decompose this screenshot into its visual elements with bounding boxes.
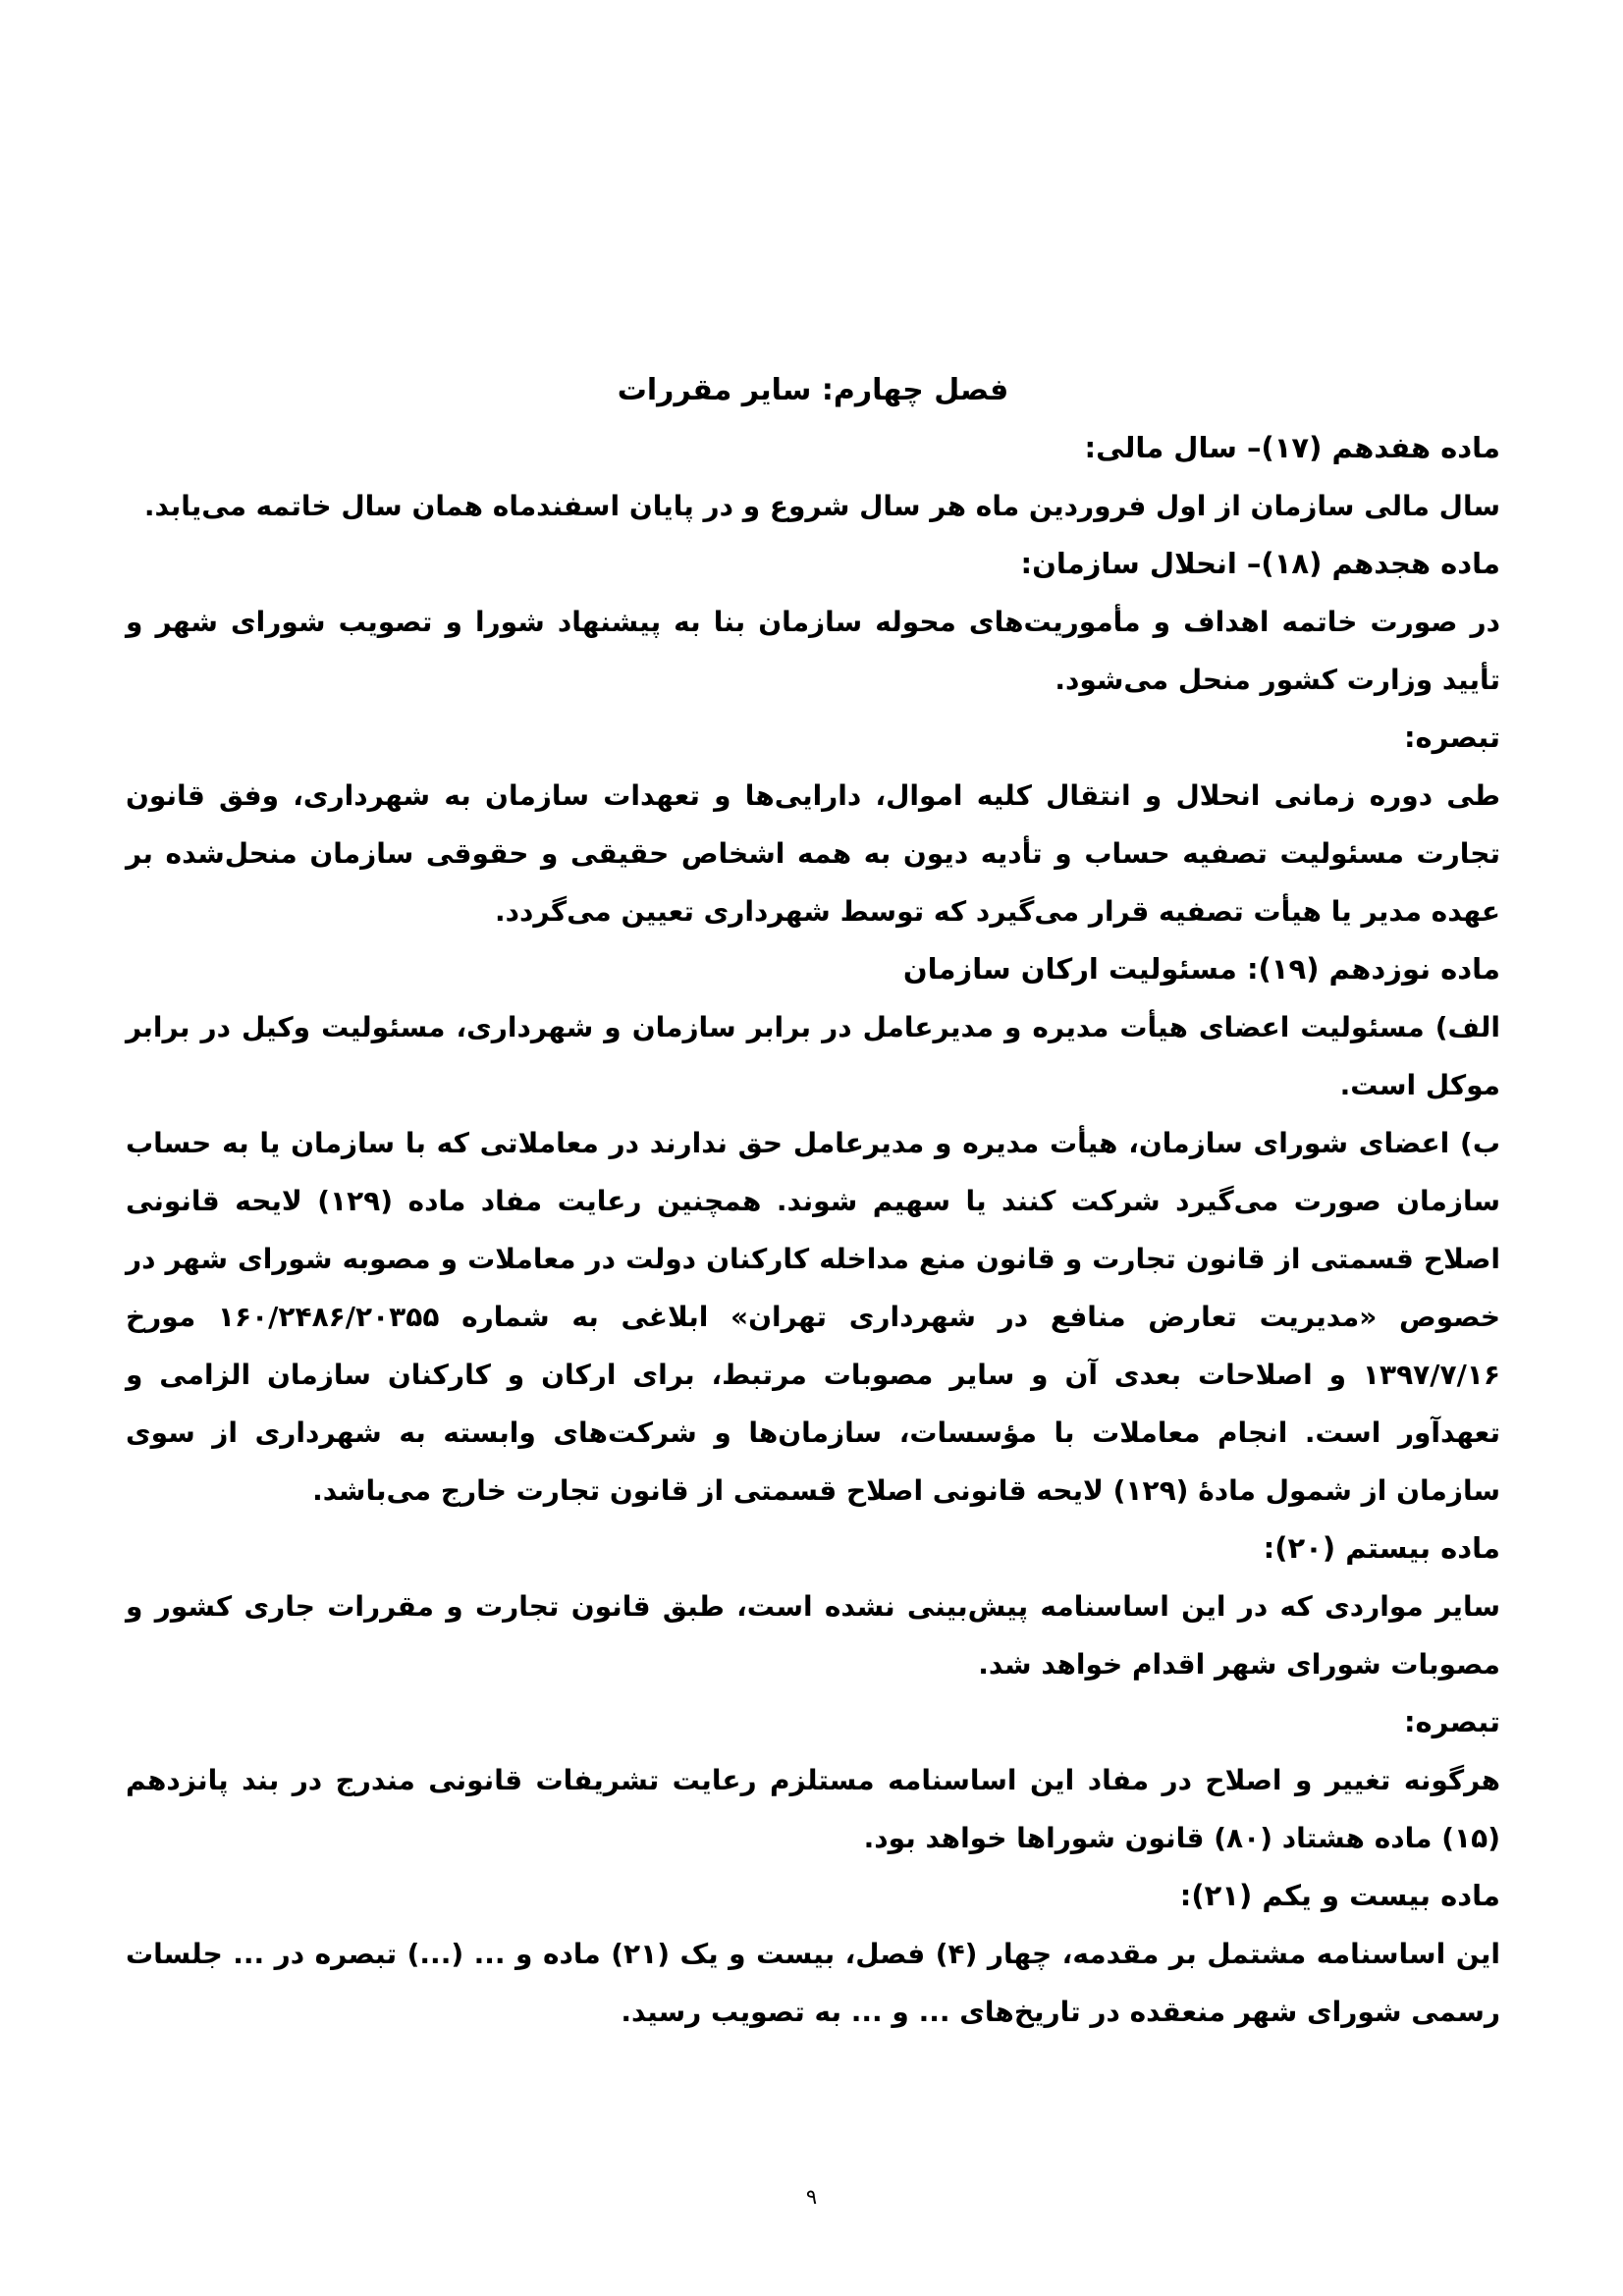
paragraph: سال مالی سازمان از اول فروردین ماه هر سال شروع و در پایان اسفندماه همان سال خاتمه می‌یابد. (143, 490, 1500, 522)
article-20-heading: ماده بیستم (۲۰): (1263, 1531, 1500, 1565)
chapter-title: فصل چهارم: سایر مقررات (617, 373, 1009, 407)
article-18-heading: ماده هجدهم (۱۸)– انحلال سازمان: (1020, 547, 1500, 580)
article-21-heading: ماده بیست و یکم (۲۱): (1179, 1879, 1500, 1912)
article-20-section (126, 1520, 1500, 1693)
note-2-heading: تبصره: (1403, 1705, 1500, 1738)
article-17-heading: ماده هفدهم (۱۷)– سال مالی: (1084, 431, 1500, 464)
note-1-section (126, 709, 1500, 940)
page-number: ۹ (805, 2185, 818, 2209)
article-19-section (126, 940, 1500, 1520)
document-body (126, 361, 1500, 2041)
paragraph: الف) مسئولیت اعضای هیأت مدیره و مدیرعامل در برابر سازمان و شهرداری، مسئولیت وکیل در برابر موکل است. (126, 1011, 1500, 1101)
paragraph: سایر مواردی که در این اساسنامه پیش‌بینی نشده است، طبق قانون تجارت و مقررات جاری کشور و مصوبات شورای شهر اقدام خواهد شد. (126, 1590, 1500, 1681)
paragraph: طی دوره زمانی انحلال و انتقال کلیه اموال، دارایی‌ها و تعهدات سازمان به شهرداری، وفق قانون تجارت مسئولیت تصفیه حساب و تأدیه دیون به همه اشخاص حقیقی و حقوقی سازمان منحل‌شده بر عهده مدیر یا هیأت تصفیه قرار می‌گیرد که توسط شهرداری تعیین می‌گردد. (126, 779, 1500, 928)
note-2-section (126, 1693, 1500, 1867)
article-17-section (126, 419, 1500, 535)
article-21-section (126, 1867, 1500, 2041)
article-19-heading: ماده نوزدهم (۱۹): مسئولیت ارکان سازمان (902, 952, 1500, 986)
paragraph: هرگونه تغییر و اصلاح در مفاد این اساسنامه مستلزم رعایت تشریفات قانونی مندرج در بند پانزدهم (۱۵) ماده هشتاد (۸۰) قانون شوراها خواهد بود. (126, 1764, 1500, 1854)
article-18-section (126, 535, 1500, 709)
paragraph: در صورت خاتمه اهداف و مأموریت‌های محوله سازمان بنا به پیشنهاد شورا و تصویب شورای شهر و تأیید وزارت کشور منحل می‌شود. (126, 606, 1500, 696)
paragraph: ب) اعضای شورای سازمان، هیأت مدیره و مدیرعامل حق ندارند در معاملاتی که با سازمان یا به حساب سازمان صورت می‌گیرد شرکت کنند یا سهیم شوند. همچنین رعایت مفاد ماده (۱۲۹) لایحه قانونی اصلاح قسمتی از قانون تجارت و قانون منع مداخله کارکنان دولت در معاملات و مصوبه شورای شهر در خصوص «مدیریت تعارض منافع در شهرداری تهران» ابلاغی به شماره ۱۶۰/۲۴۸۶/۲۰۳۵۵ مورخ ۱۳۹۷/۷/۱۶ و اصلاحات بعدی آن و سایر مصوبات مرتبط، برای ارکان و کارکنان سازمان الزامی و تعهدآور است. انجام معاملات با مؤسسات، سازمان‌ها و شرکت‌های وابسته به شهرداری از سوی سازمان از شمول مادهٔ (۱۲۹) لایحه قانونی اصلاح قسمتی از قانون تجارت خارج می‌باشد. (126, 1127, 1501, 1507)
paragraph: این اساسنامه مشتمل بر مقدمه، چهار (۴) فصل، بیست و یک (۲۱) ماده و ... (...) تبصره در ... جلسات رسمی شورای شهر منعقده در تاریخ‌های ... و ... به تصویب رسید. (126, 1938, 1500, 2028)
note-1-heading: تبصره: (1403, 721, 1500, 754)
